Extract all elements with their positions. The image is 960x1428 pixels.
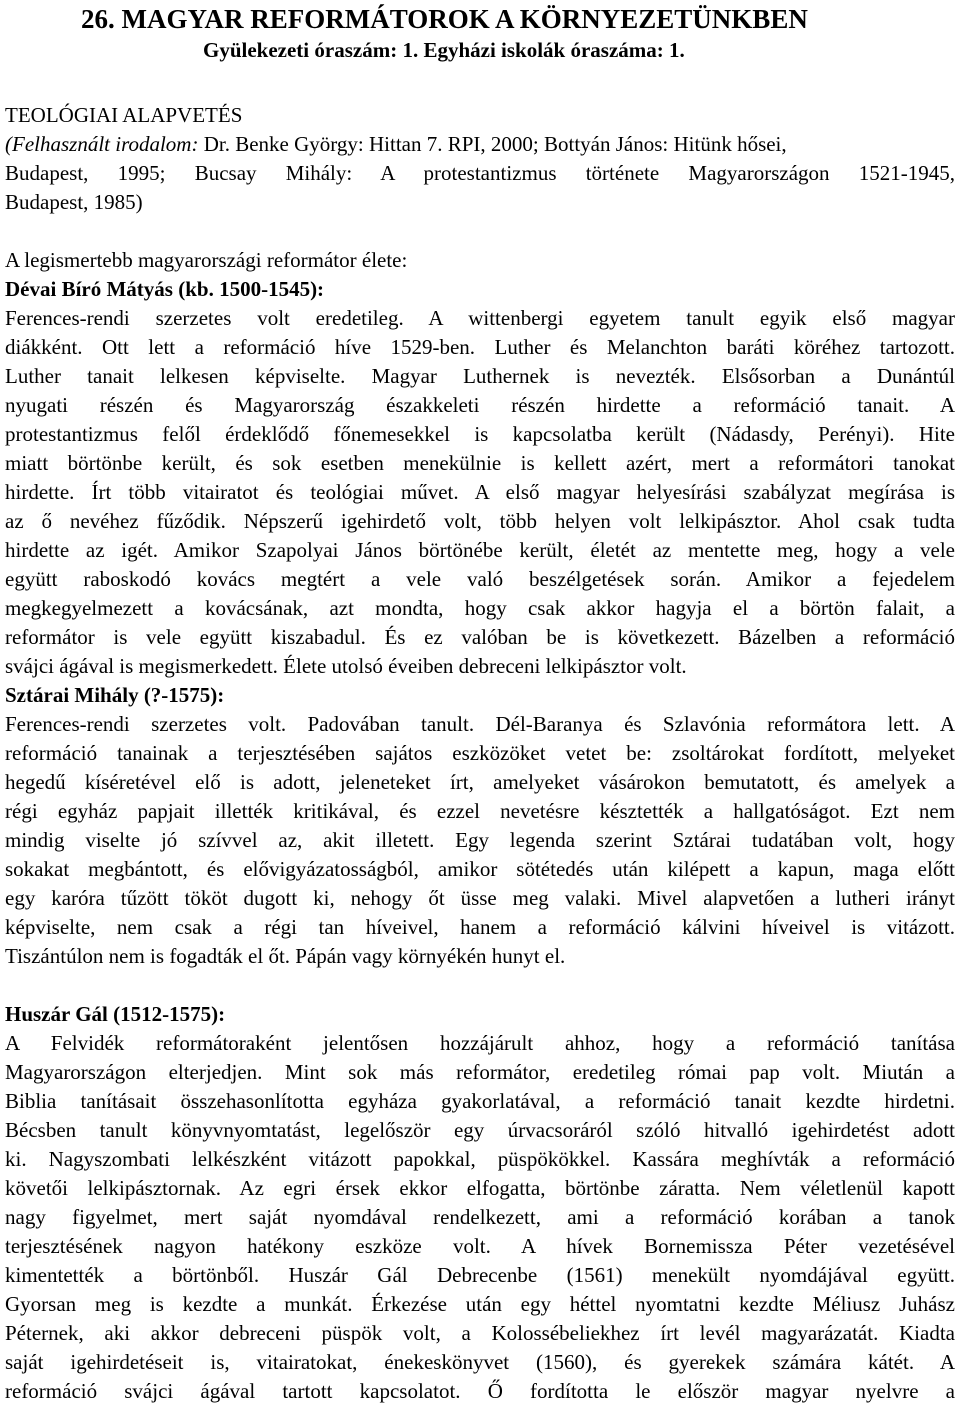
paragraph-line: saját igehirdetéseit is, vitairatokat, énekeskönyvet (1560), és gyerekek számára kátét. A	[5, 1350, 955, 1374]
paragraph-line: Ferences-rendi szerzetes volt eredetileg. A wittenbergi egyetem tanult egyik első magyar	[5, 306, 955, 330]
paragraph-line: reformáció tanainak a terjesztésében sajátos eszközöket vetet be: zsoltárokat fordított, melyeket	[5, 741, 955, 765]
paragraph-line: reformáció svájci ágával tartott kapcsolatot. Ő fordította le először magyar nyelvre a	[5, 1379, 955, 1403]
paragraph-line: ki. Nagyszombati lelkészként vitázott papokkal, püspökökkel. Kassára meghívták a reformáció	[5, 1147, 955, 1171]
sources-text: Dr. Benke György: Hittan 7. RPI, 2000; Bottyán János: Hitünk hősei,	[198, 132, 787, 156]
paragraph-line: az ő nevéhez fűződik. Népszerű igehirdető volt, több helyen volt lelkipásztor. Ahol csak tudta	[5, 509, 955, 533]
paragraph-line: mindig viselte jó szívvel az, akit illetett. Egy legenda szerint Sztárai tudatában volt, hogy	[5, 828, 955, 852]
paragraph-line: hirdette. Írt több vitairatot és teológiai művet. A első magyar helyesírási szabályzat megírása is	[5, 480, 955, 504]
paragraph-line: képviselte, nem csak a régi tan híveivel, hanem a reformáció kálvini híveivel is vitázott.	[5, 915, 955, 939]
paragraph-line: kimentették a börtönből. Huszár Gál Debrecenbe (1561) menekült nyomdájával együtt.	[5, 1263, 955, 1287]
paragraph-line: protestantizmus felől érdeklődő főnemesekkel is kapcsolatba került (Nádasdy, Perényi). Hite	[5, 422, 955, 446]
paragraph-line: A Felvidék reformátoraként jelentősen hozzájárult ahhoz, hogy a reformáció tanítása	[5, 1031, 955, 1055]
paragraph-line: megkegyelmezett a kovácsának, azt mondta, hogy csak akkor hagyja el a börtön falait, a	[5, 596, 955, 620]
paragraph-line: Ferences-rendi szerzetes volt. Padovában tanult. Dél-Baranya és Szlavónia reformátora lett. A	[5, 712, 955, 736]
paragraph-line: reformátor is vele együtt kiszabadul. És ez valóban be is következett. Bázelben a reformáció	[5, 625, 955, 649]
paragraph-line: hegedű kíséretével elő is adott, jeleneteket írt, amelyeket vásárokon bemutatott, és amelyek a	[5, 770, 955, 794]
paragraph-line: Tiszántúlon nem is fogadták el őt. Pápán vagy környékén hunyt el.	[5, 944, 566, 968]
sources-label: (Felhasznált irodalom:	[5, 132, 199, 156]
sztarai-heading: Sztárai Mihály (?-1575):	[5, 683, 225, 707]
paragraph-line: egy karóra tűzött tököt dugott ki, nehogy őt üsse meg valaki. Mivel alapvetően a lutheri irányt	[5, 886, 955, 910]
paragraph-line: követői lelkipásztornak. Az egri érsek ekkor elfogatta, börtönbe záratta. Nem véletlenül kapott	[5, 1176, 955, 1200]
paragraph-line: miatt börtönbe került, és sok esetben menekülnie is kellett azért, mert a reformátori tanokat	[5, 451, 955, 475]
paragraph-line: együtt raboskodó kovács megtért a vele való beszélgetések során. Amikor a fejedelem	[5, 567, 955, 591]
spacer	[5, 971, 955, 1000]
paragraph-line: svájci ágával is megismerkedett. Élete utolsó éveiben debreceni lelkipásztor volt.	[5, 654, 687, 678]
paragraph-line: Bécsben tanult könyvnyomtatást, legelőször egy úrvacsoráról szóló hitvalló igehirdetést adott	[5, 1118, 955, 1142]
huszar-paragraph	[5, 1029, 955, 1406]
paragraph-line: terjesztésének nagyon hatékony eszköze volt. A hívek Bornemissza Péter vezetésével	[5, 1234, 955, 1258]
intro-line: A legismertebb magyarországi reformátor élete:	[5, 248, 408, 272]
devai-heading: Dévai Bíró Mátyás (kb. 1500-1545):	[5, 277, 325, 301]
paragraph-line: Luther tanait lelkesen képviselte. Magyar Luthernek is nevezték. Elsősorban a Dunántúl	[5, 364, 955, 388]
page-subtitle: Gyülekezeti óraszám: 1. Egyházi iskolák óraszáma: 1.	[203, 38, 685, 62]
sources-line-2: Budapest, 1995; Bucsay Mihály: A protestantizmus története Magyarországon 1521-1945,	[5, 161, 955, 185]
paragraph-line: Magyarországon elterjedjen. Mint sok más reformátor, eredetileg római pap volt. Miután a	[5, 1060, 955, 1084]
sources-line-3: Budapest, 1985)	[5, 190, 143, 214]
paragraph-line: régi egyház papjait illették kritikával, és ezzel nevetésre késztették a hallgatóságot. Ezt nem	[5, 799, 955, 823]
sources-line-1	[5, 130, 955, 159]
paragraph-line: diákként. Ott lett a reformáció híve 1529-ben. Luther és Melanchton baráti köréhez tartozott.	[5, 335, 955, 359]
paragraph-line: Biblia tanításait összehasonlította egyháza gyakorlatával, a reformáció tanait kezdte hirdetni.	[5, 1089, 955, 1113]
paragraph-line: Péternek, aki akkor debreceni püspök volt, a Kolossébeliekhez írt levél magyarázatát. Kiadta	[5, 1321, 955, 1345]
sztarai-paragraph	[5, 710, 955, 971]
paragraph-line: hirdette az igét. Amikor Szapolyai János börtönébe került, életét az mentette meg, hogy a vele	[5, 538, 955, 562]
paragraph-line: nagy figyelmet, mert saját nyomdával rendelkezett, ami a reformáció korában a tanok	[5, 1205, 955, 1229]
huszar-heading: Huszár Gál (1512-1575):	[5, 1002, 226, 1026]
spacer	[5, 217, 955, 246]
paragraph-line: sokakat megbántott, és elővigyázatosságból, amikor sötétedés után kilépett a kapun, maga előtt	[5, 857, 955, 881]
document-page	[5, 2, 955, 1406]
section-heading: TEOLÓGIAI ALAPVETÉS	[5, 103, 243, 127]
devai-paragraph	[5, 304, 955, 681]
page-title: 26. MAGYAR REFORMÁTOROK A KÖRNYEZETÜNKBEN	[81, 4, 808, 34]
paragraph-line: nyugati részén és Magyarország északkeleti részén hirdette a reformáció tanait. A	[5, 393, 955, 417]
paragraph-line: Gyorsan meg is kezdte a munkát. Érkezése után egy héttel nyomtatni kezdte Méliusz Juhász	[5, 1292, 955, 1316]
